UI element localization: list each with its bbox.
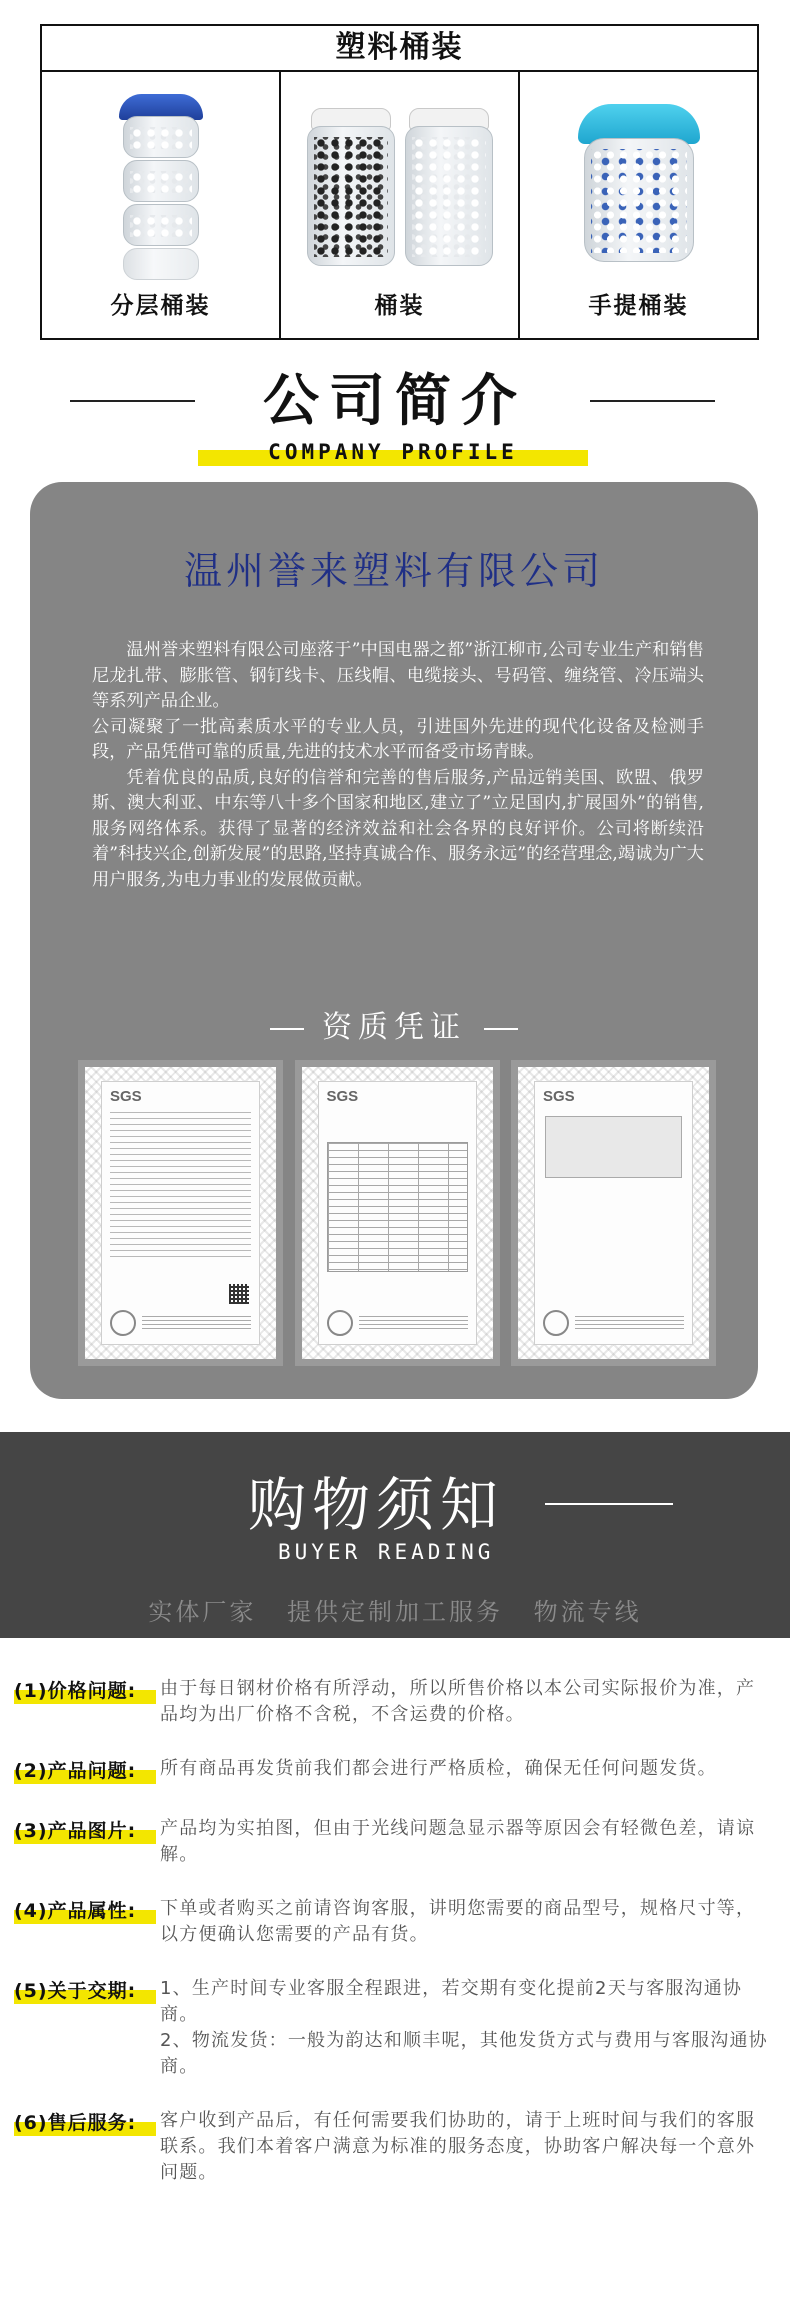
report-table	[327, 1142, 468, 1272]
qualification-title: 资质凭证	[322, 1010, 466, 1045]
packaging-table	[40, 24, 759, 340]
description-paragraph: 公司凝聚了一批高素质水平的专业人员，引进国外先进的现代化设备及检测手段，产品凭借可靠的质量,先进的技术水平而备受市场青睐。	[92, 716, 704, 762]
company-profile-title: 公司简介	[263, 369, 527, 434]
service-tag: 提供定制加工服务	[287, 1598, 503, 1626]
buyer-reading-banner	[0, 1432, 790, 1638]
packaging-cell-handle	[520, 72, 757, 338]
packaging-cell-layered	[42, 72, 281, 338]
seal-icon	[327, 1310, 353, 1336]
notice-item	[14, 1756, 774, 1788]
description-paragraph: 凭着优良的品质,良好的信誉和完善的售后服务,产品远销美国、欧盟、俄罗斯、澳大利亚、中东等八十多个国家和地区,建立了”立足国内,扩展国外”的销售,服务网络体系。获得了显著的经济效益和社会各界的良好评价。公司将断续沿着”科技兴企,创新发展”的思路,坚持真诚合作、服务永远”的经营理念,竭诚为广大用户服务,为电力事业的发展做贡献。	[92, 767, 704, 890]
bucket-image	[305, 108, 495, 268]
notice-item	[14, 1976, 774, 2080]
notice-body: 客户收到产品后，有任何需要我们协助的，请于上班时间与我们的客服联系。我们本着客户满意为标准的服务态度，协助客户解决每一个意外问题。	[160, 2110, 756, 2183]
sample-photo	[545, 1116, 682, 1178]
notice-item	[14, 1896, 774, 1948]
company-description	[92, 638, 704, 893]
sgs-logo: SGS	[326, 1088, 359, 1105]
notice-list	[14, 1676, 774, 2216]
seal-icon	[543, 1310, 569, 1336]
notice-label: (3)产品图片:	[14, 1816, 160, 1848]
seal-icon	[110, 1310, 136, 1336]
buyer-reading-subtitle: BUYER READING	[278, 1540, 495, 1564]
notice-label: (1)价格问题:	[14, 1676, 160, 1708]
certificate-gallery	[78, 1060, 716, 1366]
notice-body: 所有商品再发货前我们都会进行严格质检，确保无任何问题发货。	[160, 1758, 717, 1779]
certificate-image[interactable]	[295, 1060, 500, 1366]
notice-item	[14, 2108, 774, 2186]
notice-label: (6)售后服务:	[14, 2108, 160, 2140]
notice-item	[14, 1816, 774, 1868]
notice-label: (2)产品问题:	[14, 1756, 160, 1788]
service-tag: 实体厂家	[148, 1598, 257, 1626]
sgs-logo: SGS	[543, 1088, 575, 1105]
service-tag: 物流专线	[533, 1598, 642, 1626]
report-footer	[359, 1316, 468, 1330]
banner-divider	[545, 1503, 673, 1505]
notice-body: 由于每日钢材价格有所浮动，所以所售价格以本公司实际报价为准，产品均为出厂价格不含税，不含运费的价格。	[160, 1678, 756, 1725]
packaging-label: 手提桶装	[588, 293, 689, 319]
layered-bucket-image	[111, 94, 211, 284]
certificate-image[interactable]	[78, 1060, 283, 1366]
packaging-title: 塑料桶装	[42, 26, 757, 72]
handle-bucket-image	[574, 104, 704, 264]
company-profile-subtitle: COMPANY PROFILE	[268, 440, 518, 464]
notice-item	[14, 1676, 774, 1728]
packaging-cell-bucket	[281, 72, 520, 338]
report-text-block	[110, 1112, 251, 1262]
qualification-heading	[30, 1002, 758, 1046]
notice-label: (4)产品属性:	[14, 1896, 160, 1928]
packaging-label: 桶装	[374, 293, 425, 319]
report-footer	[575, 1316, 684, 1330]
notice-body: 下单或者购买之前请咨询客服，讲明您需要的商品型号，规格尺寸等，以方便确认您需要的产品有货。	[160, 1898, 756, 1945]
description-paragraph: 温州誉来塑料有限公司座落于”中国电器之都”浙江柳市,公司专业生产和销售尼龙扎带、膨胀管、钢钉线卡、压线帽、电缆接头、号码管、缠绕管、冷压端头等系列产品企业。	[92, 640, 704, 711]
buyer-reading-title: 购物须知	[248, 1471, 505, 1539]
company-profile-subtitle-wrap	[198, 440, 588, 462]
notice-body: 产品均为实拍图，但由于光线问题急显示器等原因会有轻微色差，请谅解。	[160, 1818, 756, 1865]
qualification-dash-right	[484, 1028, 518, 1030]
company-profile-card	[30, 482, 758, 1399]
notice-label: (5)关于交期:	[14, 1976, 160, 2008]
qr-code	[229, 1284, 249, 1304]
notice-body: 1、生产时间专业客服全程跟进，若交期有变化提前2天与客服沟通协商。 2、物流发货：一般为韵达和顺丰呢，其他发货方式与费用与客服沟通协商。	[160, 1978, 768, 2077]
company-profile-heading	[0, 368, 790, 468]
company-name: 温州誉来塑料有限公司	[183, 549, 604, 593]
certificate-image[interactable]	[511, 1060, 716, 1366]
sgs-logo: SGS	[110, 1088, 142, 1105]
service-tagline	[0, 1592, 790, 1627]
report-footer	[142, 1316, 251, 1330]
qualification-dash-left	[270, 1028, 304, 1030]
packaging-label: 分层桶装	[110, 293, 211, 319]
